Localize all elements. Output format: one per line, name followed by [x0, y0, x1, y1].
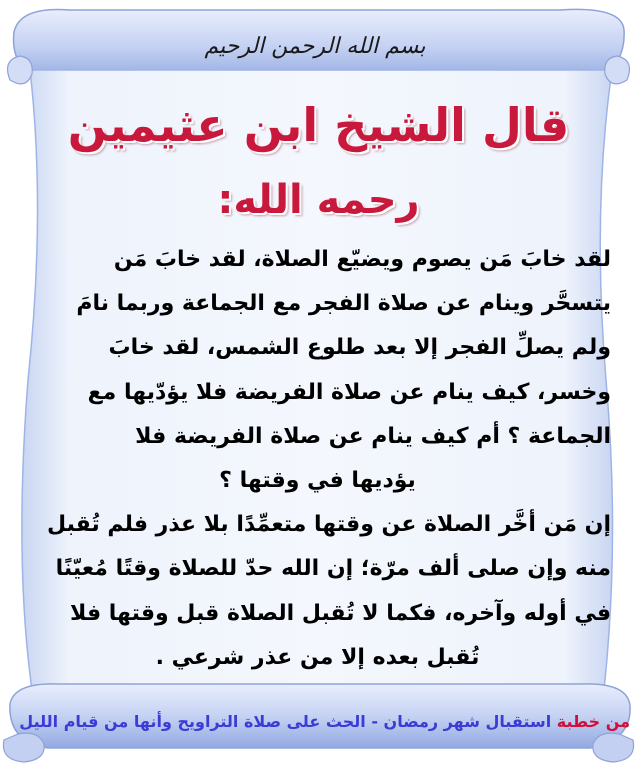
quote-line: وخسر، كيف ينام عن صلاة الفريضة فلا يؤدّيها مع	[87, 379, 611, 405]
scroll-curl-left	[8, 56, 33, 84]
title-sheikh-name: قال الشيخ ابن عثيمين	[67, 98, 570, 152]
quote-line: ولم يصلِّ الفجر إلا بعد طلوع الشمس، لقد خابَ	[108, 335, 611, 361]
source-lead: من خطبة	[556, 712, 630, 731]
quote-line: لقد خابَ مَن يصوم ويضيّع الصلاة، لقد خابَ مَن	[113, 247, 611, 272]
quote-line: يؤديها في وقتها ؟	[219, 467, 416, 493]
quote-text	[24, 238, 611, 680]
quote-line: يتسحَّر وينام عن صلاة الفجر مع الجماعة وربما نامَ	[76, 291, 611, 317]
title-honorific: رحمه الله:	[217, 177, 420, 223]
source-title: استقبال شهر رمضان - الحث على صلاة التراويح وأنها من قيام الليل	[19, 712, 552, 731]
quote-line: تُقبل بعده إلا من عذر شرعي .	[155, 644, 480, 670]
quote-line: الجماعة ؟ أم كيف ينام عن صلاة الفريضة فلا	[135, 423, 611, 449]
quote-line: في أوله وآخره، فكما لا تُقبل الصلاة قبل وقتها فلا	[70, 600, 611, 626]
quote-line: إن مَن أخَّر الصلاة عن وقتها متعمِّدًا بلا عذر فلم تُقبل	[47, 512, 611, 538]
source-caption	[4, 704, 630, 740]
quote-line: منه وإن صلى ألف مرّة؛ إن الله حدّ للصلاة وقتًا مُعيّنًا	[55, 556, 611, 582]
basmala-calligraphy: بسم الله الرحمن الرحيم	[204, 34, 426, 59]
scroll-curl-right	[605, 56, 630, 84]
